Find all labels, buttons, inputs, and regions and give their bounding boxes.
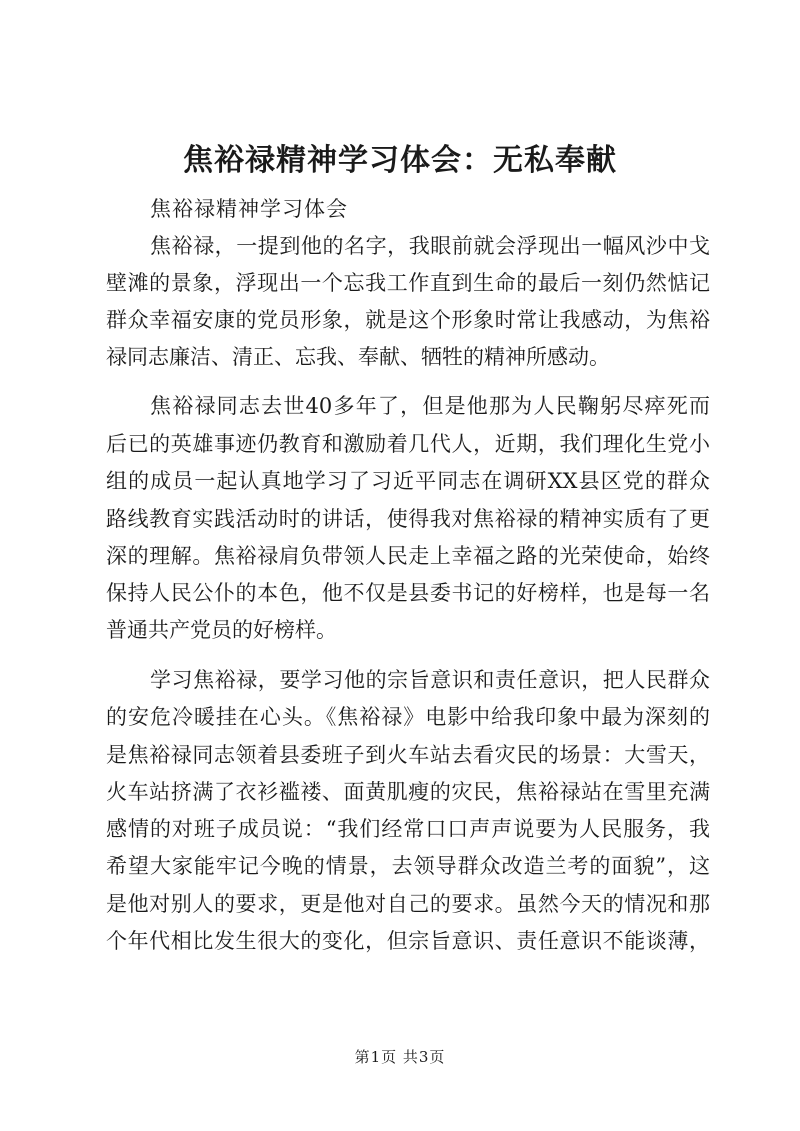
paragraph-line: 是他对别人的要求，更是他对自己的要求。虽然今天的情况和那 bbox=[106, 892, 710, 916]
paragraph-line: 禄同志廉洁、清正、忘我、奉献、牺牲的精神所感动。 bbox=[106, 345, 610, 369]
paragraph-line: 后已的英雄事迹仍教育和激励着几代人，近期，我们理化生党小 bbox=[106, 432, 710, 456]
document-subtitle: 焦裕禄精神学习体会 bbox=[150, 197, 348, 221]
paragraph-line: 希望大家能牢记今晚的情景，去领导群众改造兰考的面貌”，这 bbox=[106, 854, 710, 878]
paragraph-line: 保持人民公仆的本色，他不仅是县委书记的好榜样，也是每一名 bbox=[106, 581, 710, 605]
paragraph-line: 学习焦裕禄，要学习他的宗旨意识和责任意识，把人民群众 bbox=[150, 668, 710, 692]
paragraph-line: 群众幸福安康的党员形象，就是这个形象时常让我感动，为焦裕 bbox=[106, 308, 710, 332]
paragraph-line: 是焦裕禄同志领着县委班子到火车站去看灾民的场景：大雪天， bbox=[106, 743, 710, 767]
paragraph-line: 路线教育实践活动时的讲话，使得我对焦裕禄的精神实质有了更 bbox=[106, 507, 710, 531]
paragraph-line: 个年代相比发生很大的变化，但宗旨意识、责任意识不能谈薄， bbox=[106, 929, 710, 953]
paragraph-line: 组的成员一起认真地学习了习近平同志在调研XX县区党的群众 bbox=[106, 469, 710, 493]
document-title: 焦裕禄精神学习体会：无私奉献 bbox=[183, 143, 617, 178]
paragraph-line: 普通共产党员的好榜样。 bbox=[106, 618, 337, 642]
paragraph-line: 的安危冷暖挂在心头。《焦裕禄》电影中给我印象中最为深刻的 bbox=[106, 705, 710, 729]
paragraph-line: 焦裕禄同志去世40多年了，但是他那为人民鞠躬尽瘁死而 bbox=[150, 394, 710, 418]
paragraph-line: 火车站挤满了衣衫褴褛、面黄肌瘦的灾民，焦裕禄站在雪里充满 bbox=[106, 780, 710, 804]
page-footer: 第1页 共3页 bbox=[354, 1048, 446, 1066]
paragraph-line: 焦裕禄，一提到他的名字，我眼前就会浮现出一幅风沙中戈 bbox=[150, 234, 710, 258]
paragraph-line: 感情的对班子成员说：“我们经常口口声声说要为人民服务，我 bbox=[106, 817, 710, 841]
paragraph-line: 壁滩的景象，浮现出一个忘我工作直到生命的最后一刻仍然惦记 bbox=[106, 271, 710, 295]
paragraph-line: 深的理解。焦裕禄肩负带领人民走上幸福之路的光荣使命，始终 bbox=[106, 544, 710, 568]
